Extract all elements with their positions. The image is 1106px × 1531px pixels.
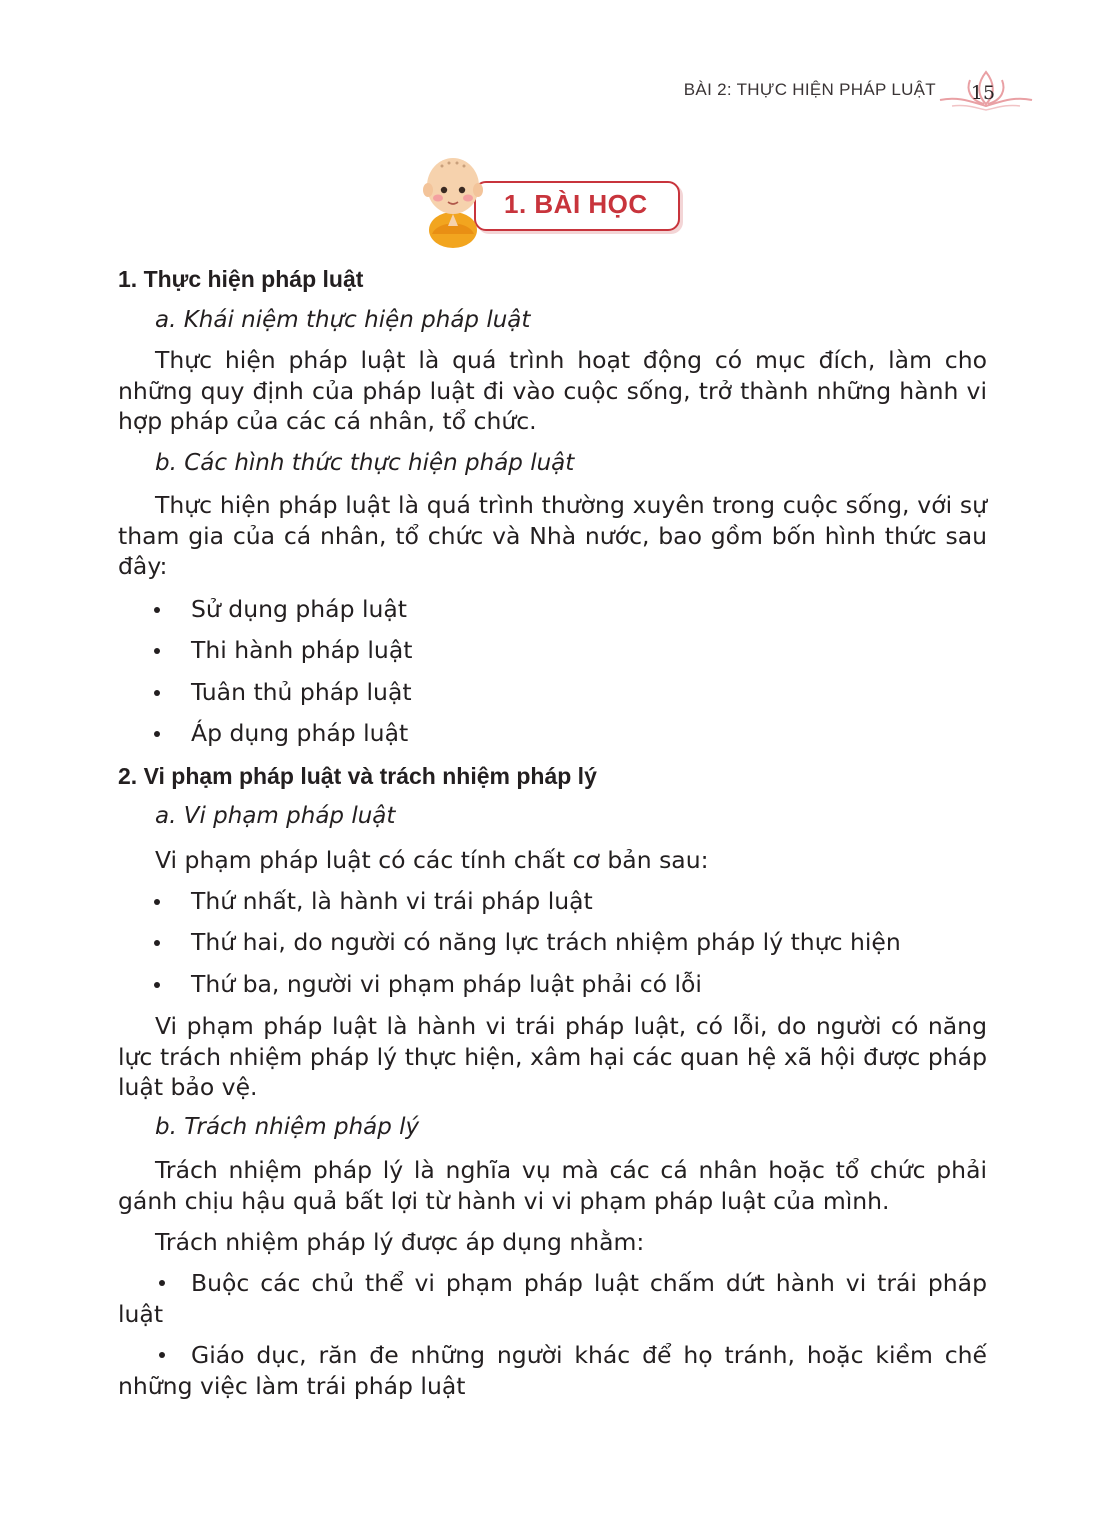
monk-mascot-icon	[418, 150, 488, 250]
paragraph-2b-intro: Trách nhiệm pháp lý được áp dụng nhằm:	[155, 1228, 645, 1256]
bullet-icon	[154, 648, 160, 654]
bullet-icon	[154, 940, 160, 946]
bullet-icon	[154, 899, 160, 905]
banner-label: 1. BÀI HỌC	[504, 189, 648, 219]
list-item: Giáo dục, răn đe những người khác để họ tránh, hoặc kiềm chế những việc làm trái pháp luật	[118, 1341, 987, 1400]
page-number: 15	[970, 82, 996, 104]
bullet-icon	[154, 982, 160, 988]
subheading-1a: a. Khái niệm thực hiện pháp luật	[155, 307, 531, 333]
bullet-icon	[159, 1280, 165, 1286]
subheading-2a: a. Vi phạm pháp luật	[155, 803, 396, 829]
list-item: Buộc các chủ thể vi phạm pháp luật chấm dứt hành vi trái pháp luật	[118, 1269, 987, 1328]
bullet-icon	[154, 607, 160, 613]
paragraph-2a-intro: Vi phạm pháp luật có các tính chất cơ bản sau:	[155, 846, 709, 874]
bullet-icon	[154, 690, 160, 696]
paragraph-1a: Thực hiện pháp luật là quá trình hoạt động có mục đích, làm cho những quy định của pháp luật đi vào cuộc sống, trở thành những hành vi hợp pháp của các cá nhân, tổ chức.	[118, 346, 987, 435]
bullet-icon	[154, 731, 160, 737]
chapter-title: BÀI 2: THỰC HIỆN PHÁP LUẬT	[683, 80, 936, 99]
bullet-icon	[159, 1352, 165, 1358]
subheading-1b: b. Các hình thức thực hiện pháp luật	[155, 450, 575, 476]
subheading-2b: b. Trách nhiệm pháp lý	[155, 1114, 420, 1140]
section-heading-1: 1. Thực hiện pháp luật	[118, 266, 364, 292]
section-heading-2: 2. Vi phạm pháp luật và trách nhiệm pháp lý	[118, 763, 597, 789]
paragraph-2a: Vi phạm pháp luật là hành vi trái pháp luật, có lỗi, do người có năng lực trách nhiệm pháp lý thực hiện, xâm hại các quan hệ xã hội được pháp luật bảo vệ.	[118, 1012, 987, 1101]
paragraph-2b: Trách nhiệm pháp lý là nghĩa vụ mà các cá nhân hoặc tổ chức phải gánh chịu hậu quả bất lợi từ hành vi vi phạm pháp luật của mình.	[118, 1156, 987, 1215]
paragraph-1b: Thực hiện pháp luật là quá trình thường xuyên trong cuộc sống, với sự tham gia của cá nhân, tổ chức và Nhà nước, bao gồm bốn hình thức sau đây:	[118, 491, 987, 580]
